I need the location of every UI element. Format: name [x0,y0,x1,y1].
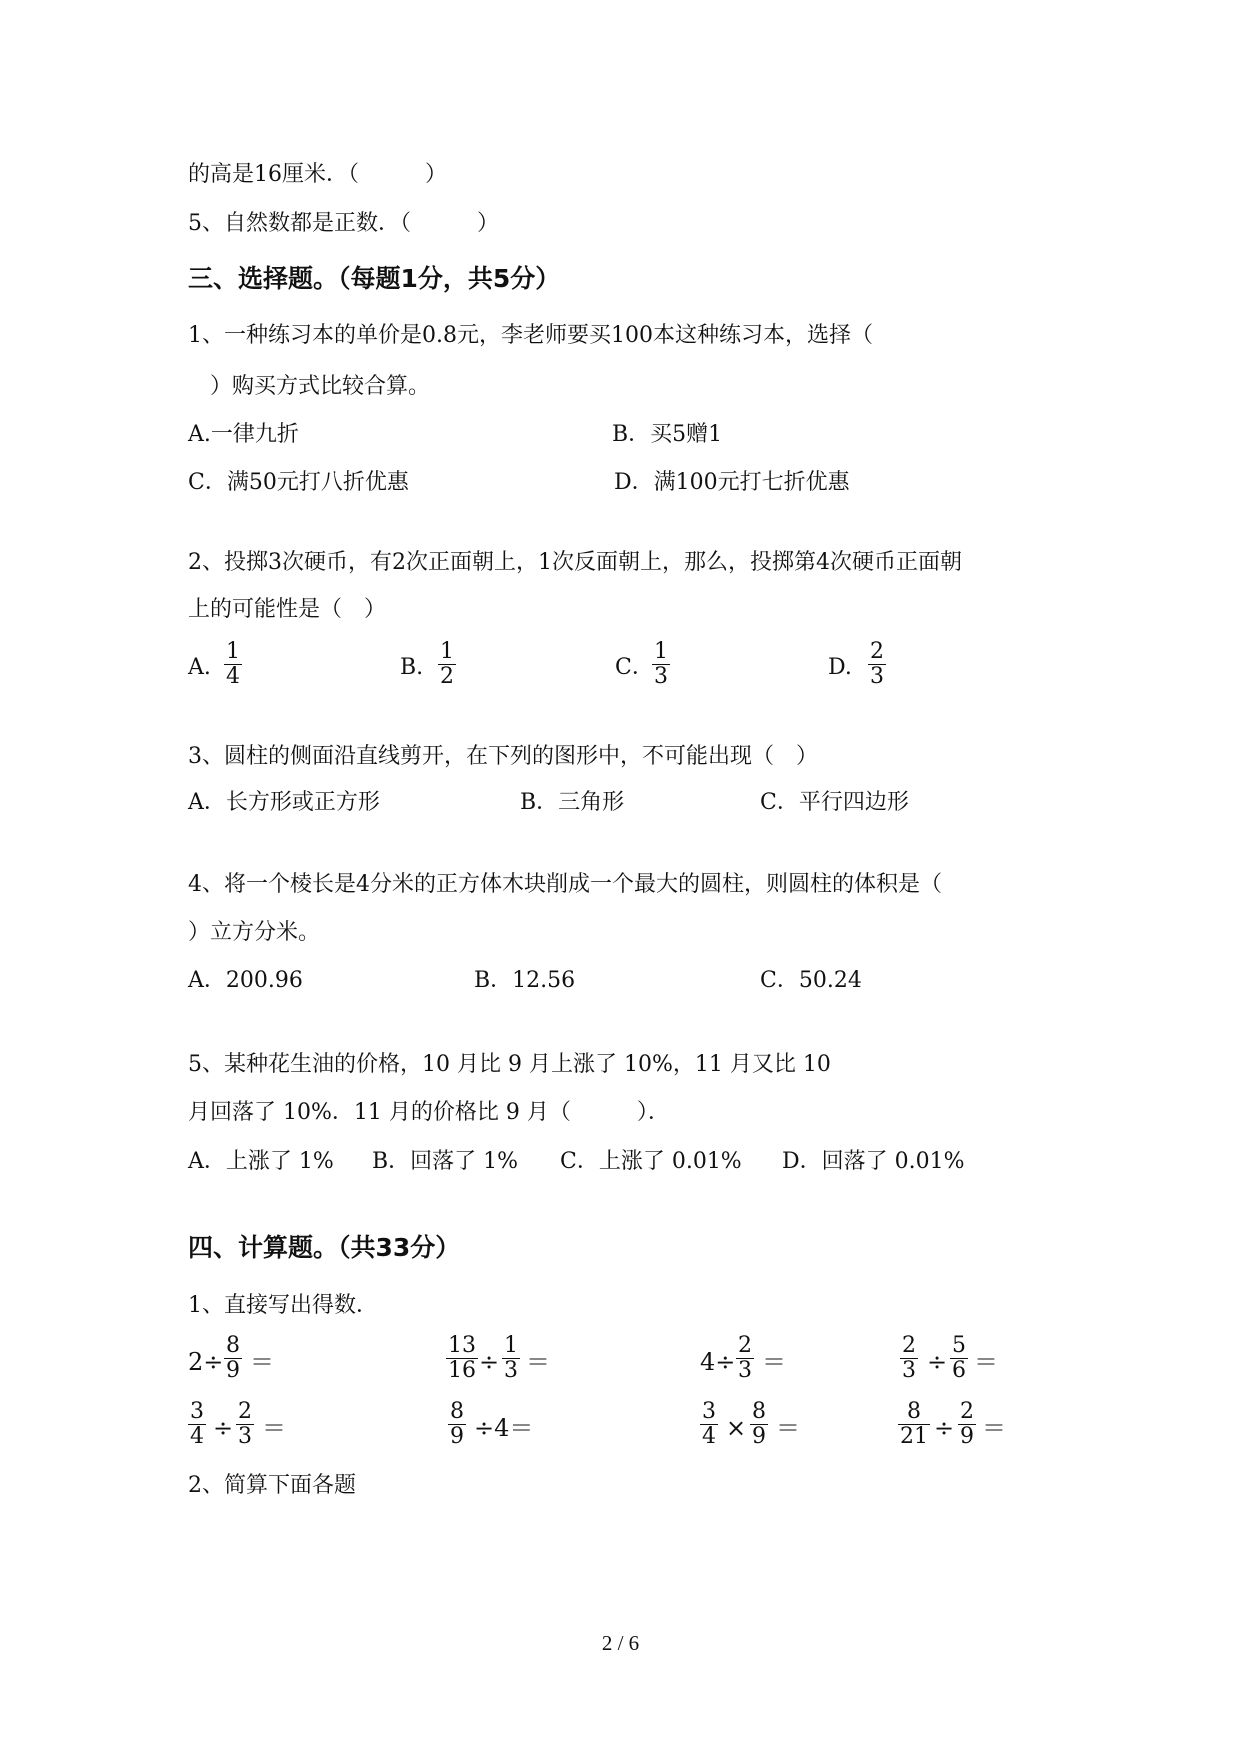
p6-tail: ÷4＝ [474,1414,534,1442]
q3-5-option-c: C．上涨了 0.01% [560,1149,742,1174]
p4-fraction-b: $\frac{5}{6}$ [952,1333,966,1383]
p5-divide: ÷ [213,1414,234,1442]
tf-line-continued: 的高是16厘米．（ ） [188,162,447,187]
q3-2-option-a-fraction: $\frac{1}{4}$ [226,639,240,689]
q3-2-option-d-fraction: $\frac{2}{3}$ [870,639,884,689]
p3-lead: 4÷ [700,1348,736,1376]
section-3-title: 三、选择题。（每题1分，共5分） [188,264,561,293]
q3-2-option-c-fraction: $\frac{1}{3}$ [654,639,668,689]
q3-3-option-b: B．三角形 [520,790,625,815]
q3-1-line2: ）购买方式比较合算。 [210,374,431,399]
q3-4-option-a: A．200.96 [188,968,303,993]
q3-2-option-c-label: C． [615,655,654,680]
p1-fraction: $\frac{8}{9}$ [226,1333,240,1383]
p2-equals: ＝ [526,1348,550,1376]
p2-divide: ÷ [479,1348,500,1376]
q3-5-option-b: B．回落了 1% [372,1149,519,1174]
p3-equals: ＝ [762,1348,786,1376]
tf-question-5: 5、自然数都是正数．（ ） [188,211,499,236]
section-4-title: 四、计算题。（共33分） [188,1233,461,1262]
q3-1-option-a: A.一律九折 [188,422,299,447]
p6-fraction: $\frac{8}{9}$ [450,1399,464,1449]
q3-5-option-a: A．上涨了 1% [188,1149,334,1174]
p1-lead: 2÷ [188,1348,224,1376]
p8-equals: ＝ [982,1414,1006,1442]
q3-4-option-b: B．12.56 [474,968,576,993]
q4-1-instruction: 1、直接写出得数． [188,1293,378,1318]
q3-4-line1: 4、将一个棱长是4分米的正方体木块削成一个最大的圆柱，则圆柱的体积是（ [188,872,942,897]
p4-fraction-a: $\frac{2}{3}$ [902,1333,916,1383]
p5-fraction-b: $\frac{2}{3}$ [238,1399,252,1449]
p7-fraction-b: $\frac{8}{9}$ [752,1399,766,1449]
q3-2-line1: 2、投掷3次硬币，有2次正面朝上，1次反面朝上，那么，投掷第4次硬币正面朝 [188,550,962,575]
p7-times: × [726,1414,747,1442]
p4-equals: ＝ [974,1348,998,1376]
p7-fraction-a: $\frac{3}{4}$ [702,1399,716,1449]
q3-5-line1: 5、某种花生油的价格，10 月比 9 月上涨了 10%，11 月又比 10 [188,1052,831,1077]
p4-divide: ÷ [927,1348,948,1376]
p3-fraction: $\frac{2}{3}$ [738,1333,752,1383]
p2-fraction-a: $\frac{13}{16}$ [448,1333,476,1383]
q3-3-option-c: C．平行四边形 [760,790,909,815]
q3-4-option-c: C．50.24 [760,968,862,993]
q3-2-option-a-label: A. [188,655,211,680]
q3-4-line2: ）立方分米。 [188,920,321,945]
q3-5-line2: 月回落了 10%．11 月的价格比 9 月（ ）． [188,1100,670,1125]
q3-1-option-d: D．满100元打七折优惠 [614,470,850,495]
q3-1-option-b: B．买5赠1 [612,422,723,447]
q3-2-option-b-fraction: $\frac{1}{2}$ [440,639,454,689]
page-number: 2 / 6 [601,1631,640,1655]
q3-3-option-a: A．长方形或正方形 [188,790,380,815]
p1-equals: ＝ [250,1348,274,1376]
q4-2-instruction: 2、简算下面各题 [188,1473,356,1498]
q3-1-line1: 1、一种练习本的单价是0.8元，李老师要买100本这种练习本，选择（ [188,323,873,348]
q3-2-option-b-label: B. [400,655,424,680]
p8-divide: ÷ [934,1414,955,1442]
p5-fraction-a: $\frac{3}{4}$ [190,1399,204,1449]
p2-fraction-b: $\frac{1}{3}$ [504,1333,518,1383]
p7-equals: ＝ [776,1414,800,1442]
q3-5-option-d: D．回落了 0.01% [782,1149,965,1174]
q3-1-option-c: C．满50元打八折优惠 [188,470,409,495]
p8-fraction-b: $\frac{2}{9}$ [960,1399,974,1449]
q3-2-line2: 上的可能性是（ ） [188,597,387,622]
q3-2-option-d-label: D. [828,655,852,680]
p5-equals: ＝ [262,1414,286,1442]
p8-fraction-a: $\frac{8}{21}$ [900,1399,928,1449]
q3-3-line1: 3、圆柱的侧面沿直线剪开，在下列的图形中，不可能出现（ ） [188,744,818,769]
